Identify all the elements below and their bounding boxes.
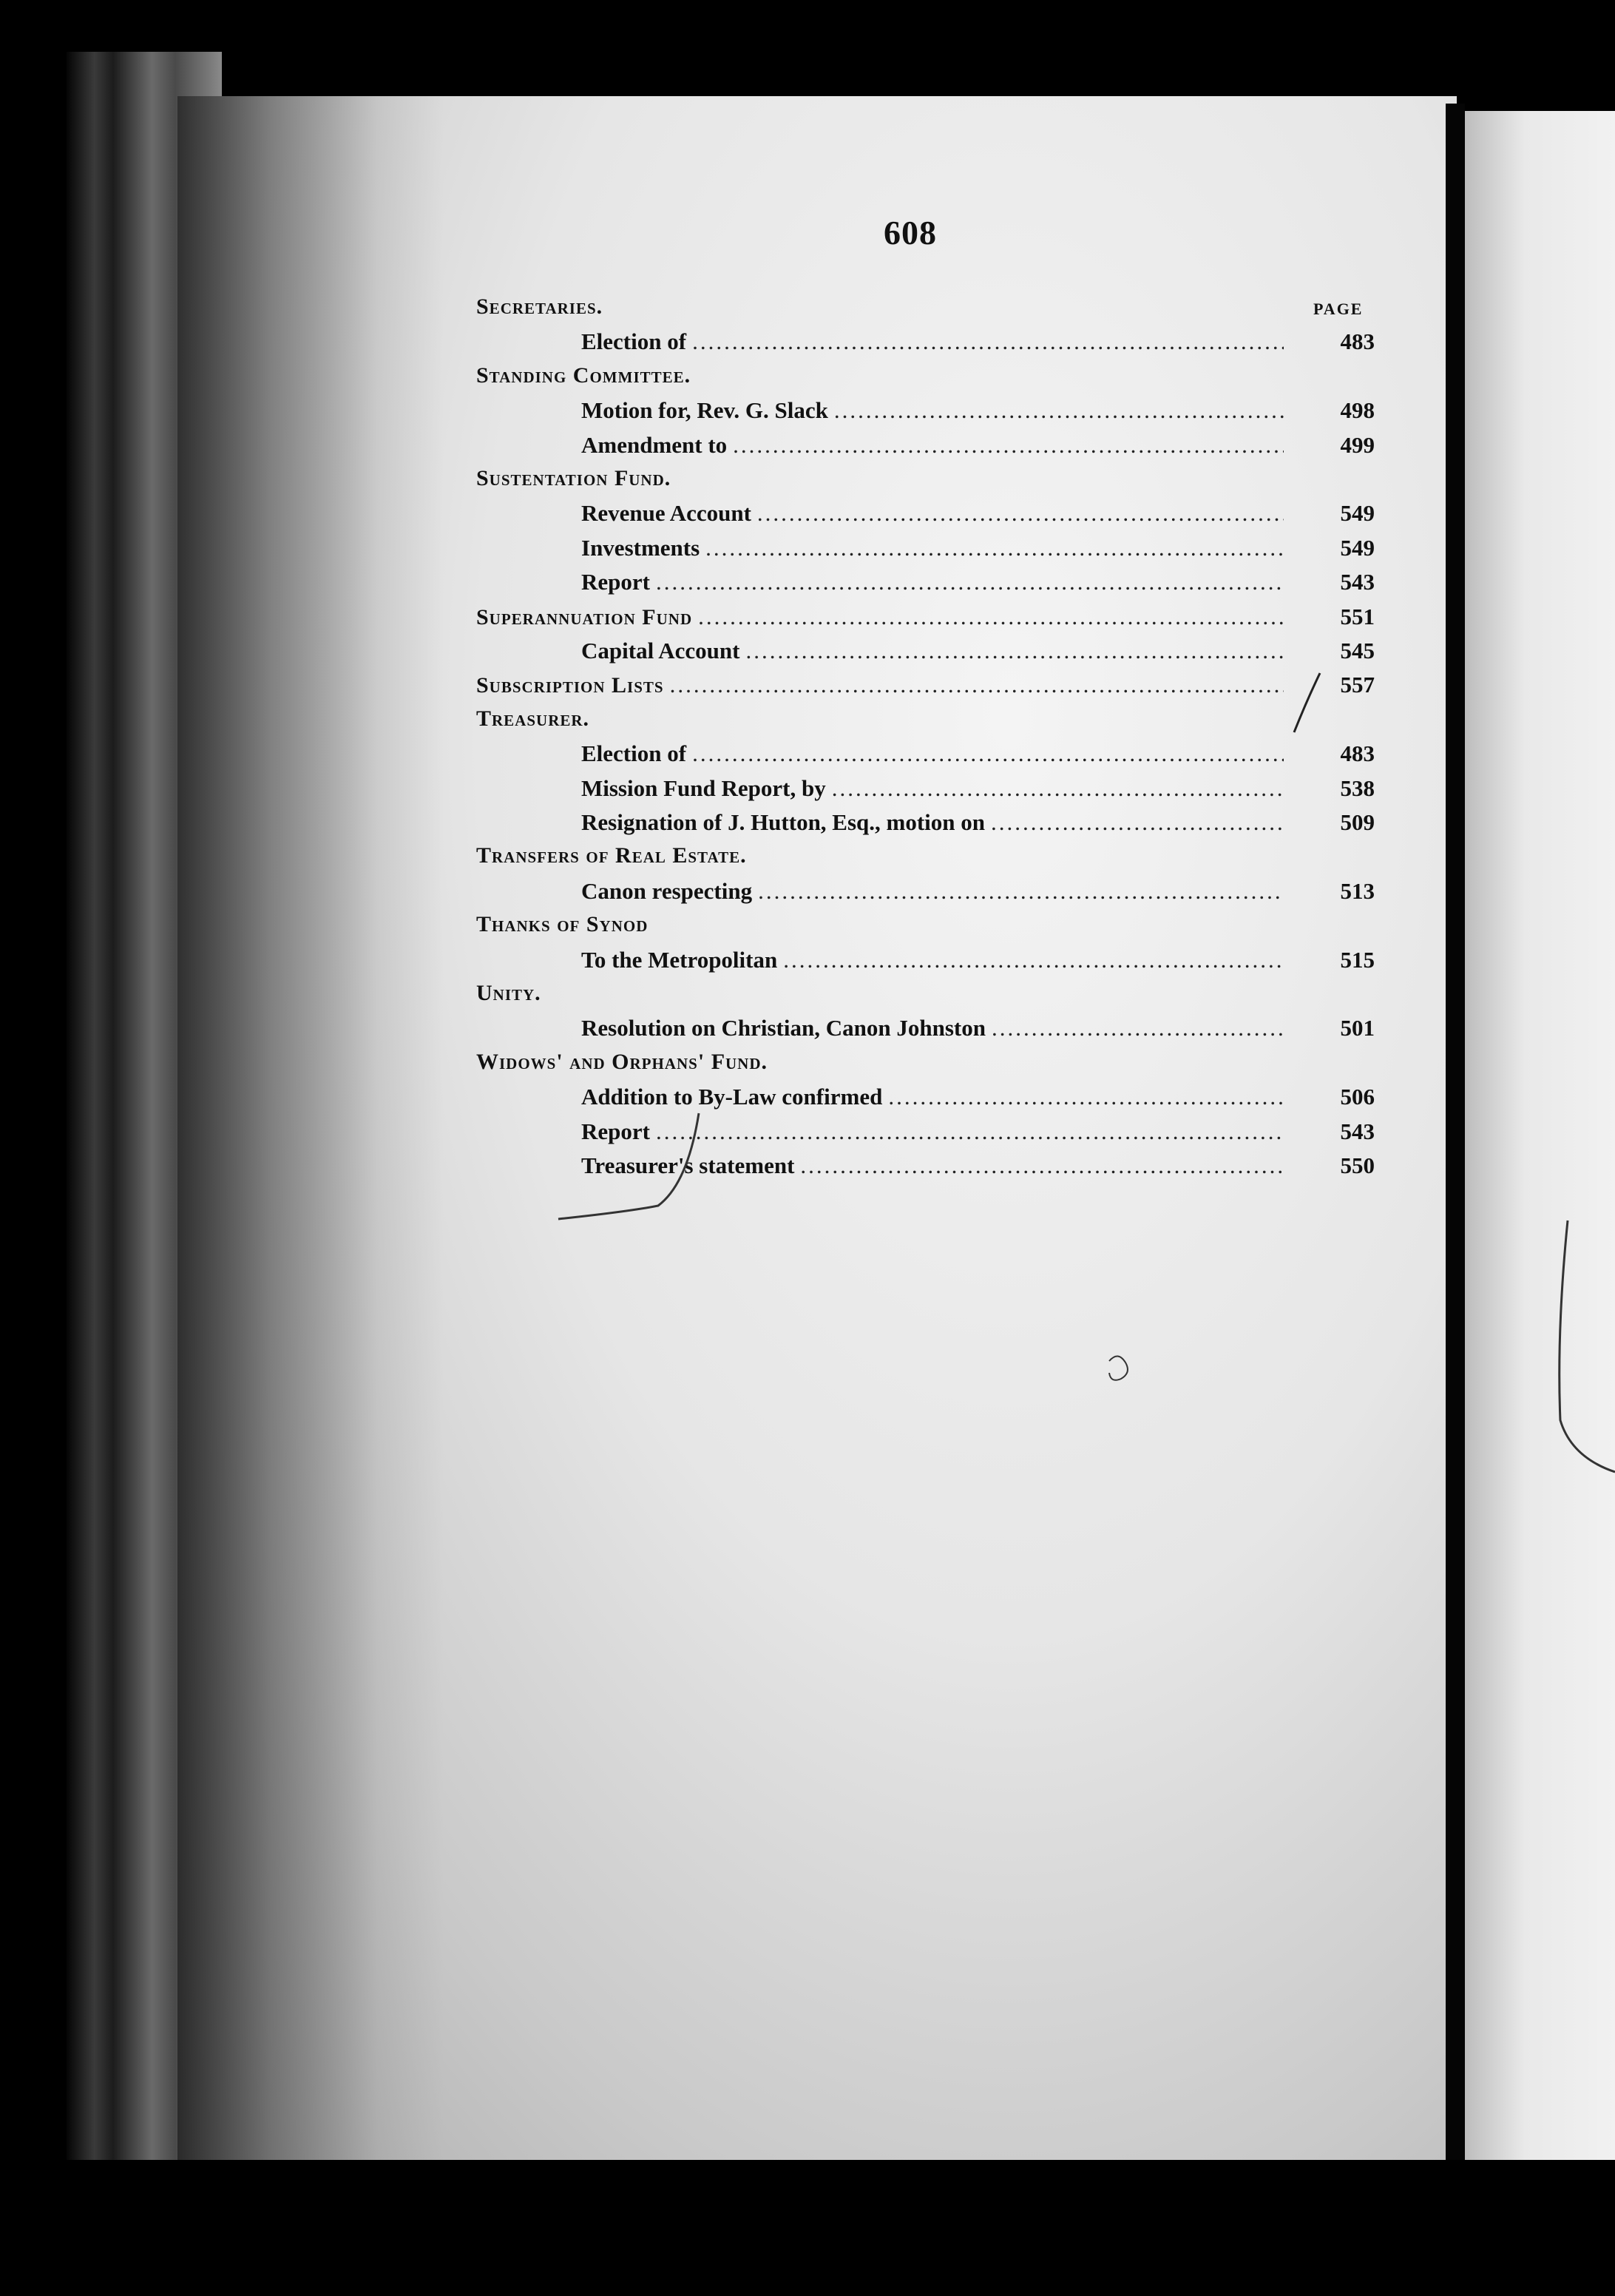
entry-label: Election of <box>581 740 687 767</box>
entry-page: 509 <box>1340 809 1375 835</box>
entry-page: 483 <box>1340 328 1375 355</box>
entry-label: Revenue Account <box>581 500 751 527</box>
entry-page: 499 <box>1340 431 1375 458</box>
entry-label: Election of <box>581 328 687 355</box>
entry-page: 483 <box>1340 740 1375 767</box>
entry-page: 515 <box>1340 946 1375 973</box>
entry-heading: Transfers of Real Estate. <box>476 843 747 868</box>
entry-heading: Standing Committee. <box>476 362 691 388</box>
entry-page: 501 <box>1340 1015 1375 1041</box>
entry-page: 551 <box>1340 603 1375 629</box>
entry-page: 506 <box>1340 1084 1375 1110</box>
entry-page: 550 <box>1340 1152 1375 1178</box>
entry-label: To the Metropolitan <box>581 946 778 973</box>
entry-page: 543 <box>1340 1118 1375 1144</box>
entry-page: 538 <box>1340 774 1375 801</box>
pen-mark-underline <box>558 1113 699 1219</box>
entry-label: Mission Fund Report, by <box>581 774 826 801</box>
entry-page: 513 <box>1340 877 1375 904</box>
entry-heading: Thanks of Synod <box>476 912 649 937</box>
entry-heading: Secretaries. <box>476 294 603 319</box>
page-column-header: PAGE <box>1313 300 1364 318</box>
entry-heading: Subscription Lists <box>476 673 664 698</box>
entry-label: Resolution on Christian, Canon Johnston <box>581 1015 986 1041</box>
entry-heading: Unity. <box>476 981 541 1005</box>
entry-label: Addition to By-Law confirmed <box>581 1084 883 1110</box>
entry-label: Treasurer's statement <box>581 1152 795 1178</box>
entry-page: 549 <box>1340 500 1375 527</box>
pen-mark-slash <box>1294 673 1320 732</box>
entry-page: 543 <box>1340 569 1375 595</box>
pen-mark-margin-curve <box>1560 1220 1615 1472</box>
entry-heading: Sustentation Fund. <box>476 466 671 490</box>
entry-page: 557 <box>1340 672 1375 698</box>
entry-heading: Widows' and Orphans' Fund. <box>476 1049 768 1074</box>
entry-heading: Superannuation Fund <box>476 604 693 629</box>
page-number: 608 <box>884 214 937 251</box>
entry-page: 549 <box>1340 534 1375 561</box>
pen-mark-scribble <box>1109 1356 1128 1380</box>
entry-label: Capital Account <box>581 638 740 664</box>
entry-label: Canon respecting <box>581 877 753 904</box>
entry-label: Investments <box>581 534 700 561</box>
entry-label: Motion for, Rev. G. Slack <box>581 397 828 424</box>
entry-page: 498 <box>1340 397 1375 424</box>
entry-label: Amendment to <box>581 431 728 458</box>
entry-label: Resignation of J. Hutton, Esq., motion on <box>581 809 986 835</box>
entry-label: Report <box>581 569 650 595</box>
entry-page: 545 <box>1340 638 1375 664</box>
entry-heading: Treasurer. <box>476 706 590 731</box>
entry-label: Report <box>581 1118 650 1144</box>
